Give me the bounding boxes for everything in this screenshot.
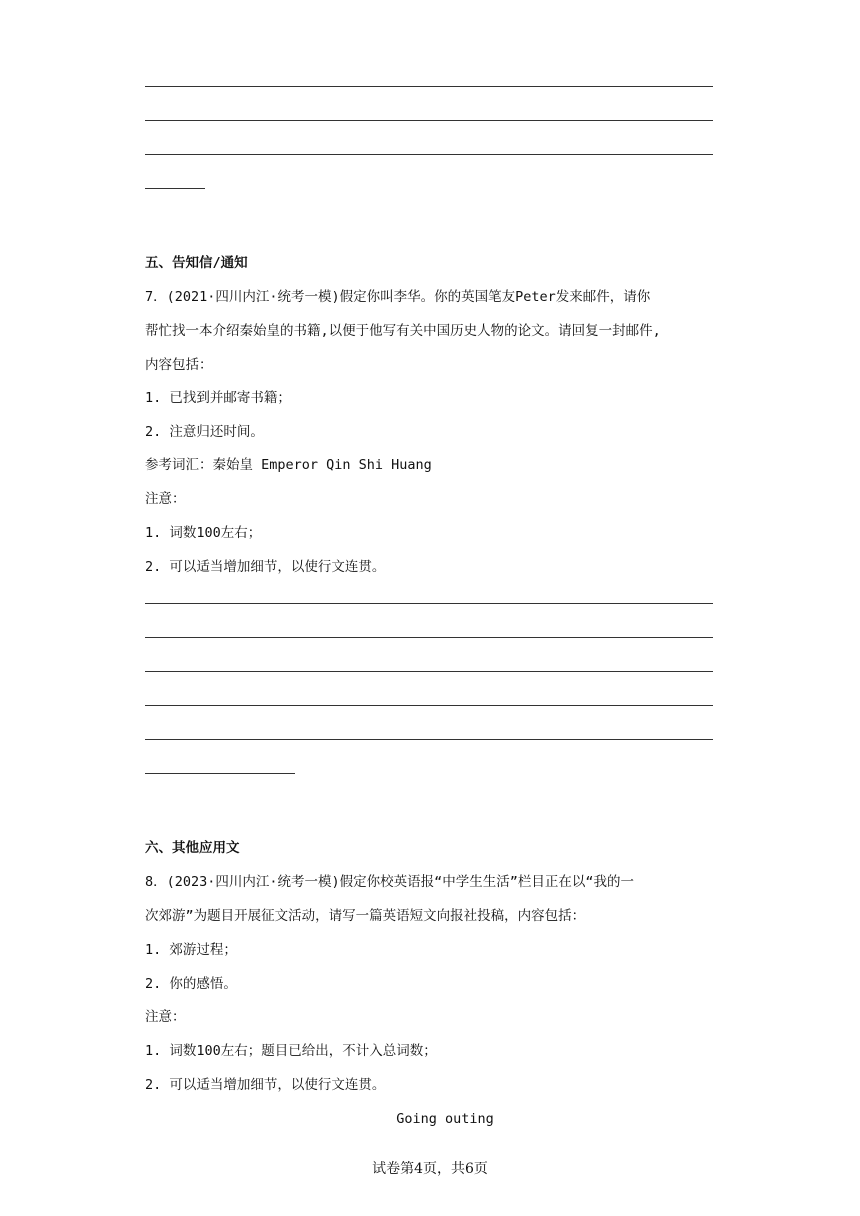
requirement-item: 1. 郊游过程；: [145, 942, 237, 958]
note-label: 注意：: [145, 1009, 186, 1025]
question-text: 帮忙找一本介绍秦始皇的书籍,以便于他写有关中国历史人物的论文。请回复一封邮件,: [145, 323, 661, 339]
section-heading: 五、告知信/通知: [145, 255, 248, 271]
note-item: 2. 可以适当增加细节，以使行文连贯。: [145, 559, 386, 575]
section-heading: 六、其他应用文: [145, 840, 240, 856]
answer-line: [145, 603, 713, 604]
note-item: 1. 词数100左右；题目已给出，不计入总词数；: [145, 1043, 437, 1059]
note-item: 1. 词数100左右；: [145, 525, 262, 541]
question-text: 次郊游”为题目开展征文活动，请写一篇英语短文向报社投稿，内容包括：: [145, 908, 586, 924]
answer-line: [145, 637, 713, 638]
question-text: 7．(2021·四川内江·统考一模)假定你叫李华。你的英国笔友Peter发来邮件，请你: [145, 289, 651, 305]
note-item: 2. 可以适当增加细节，以使行文连贯。: [145, 1077, 386, 1093]
answer-line: [145, 154, 713, 155]
answer-line: [145, 739, 713, 740]
answer-line-short: [145, 773, 295, 774]
answer-line: [145, 120, 713, 121]
answer-line-short: [145, 188, 205, 189]
requirement-item: 2. 你的感悟。: [145, 976, 237, 992]
requirement-item: 2. 注意归还时间。: [145, 424, 264, 440]
page-number: 试卷第4页，共6页: [372, 1161, 488, 1177]
essay-title: Going outing: [396, 1111, 494, 1127]
answer-line: [145, 705, 713, 706]
answer-line: [145, 671, 713, 672]
question-text: 内容包括：: [145, 357, 213, 373]
note-label: 注意：: [145, 491, 186, 507]
reference-vocabulary: 参考词汇：秦始皇 Emperor Qin Shi Huang: [145, 457, 432, 473]
answer-line: [145, 86, 713, 87]
requirement-item: 1. 已找到并邮寄书籍；: [145, 390, 291, 406]
question-text: 8．(2023·四川内江·统考一模)假定你校英语报“中学生生活”栏目正在以“我的一: [145, 874, 635, 890]
